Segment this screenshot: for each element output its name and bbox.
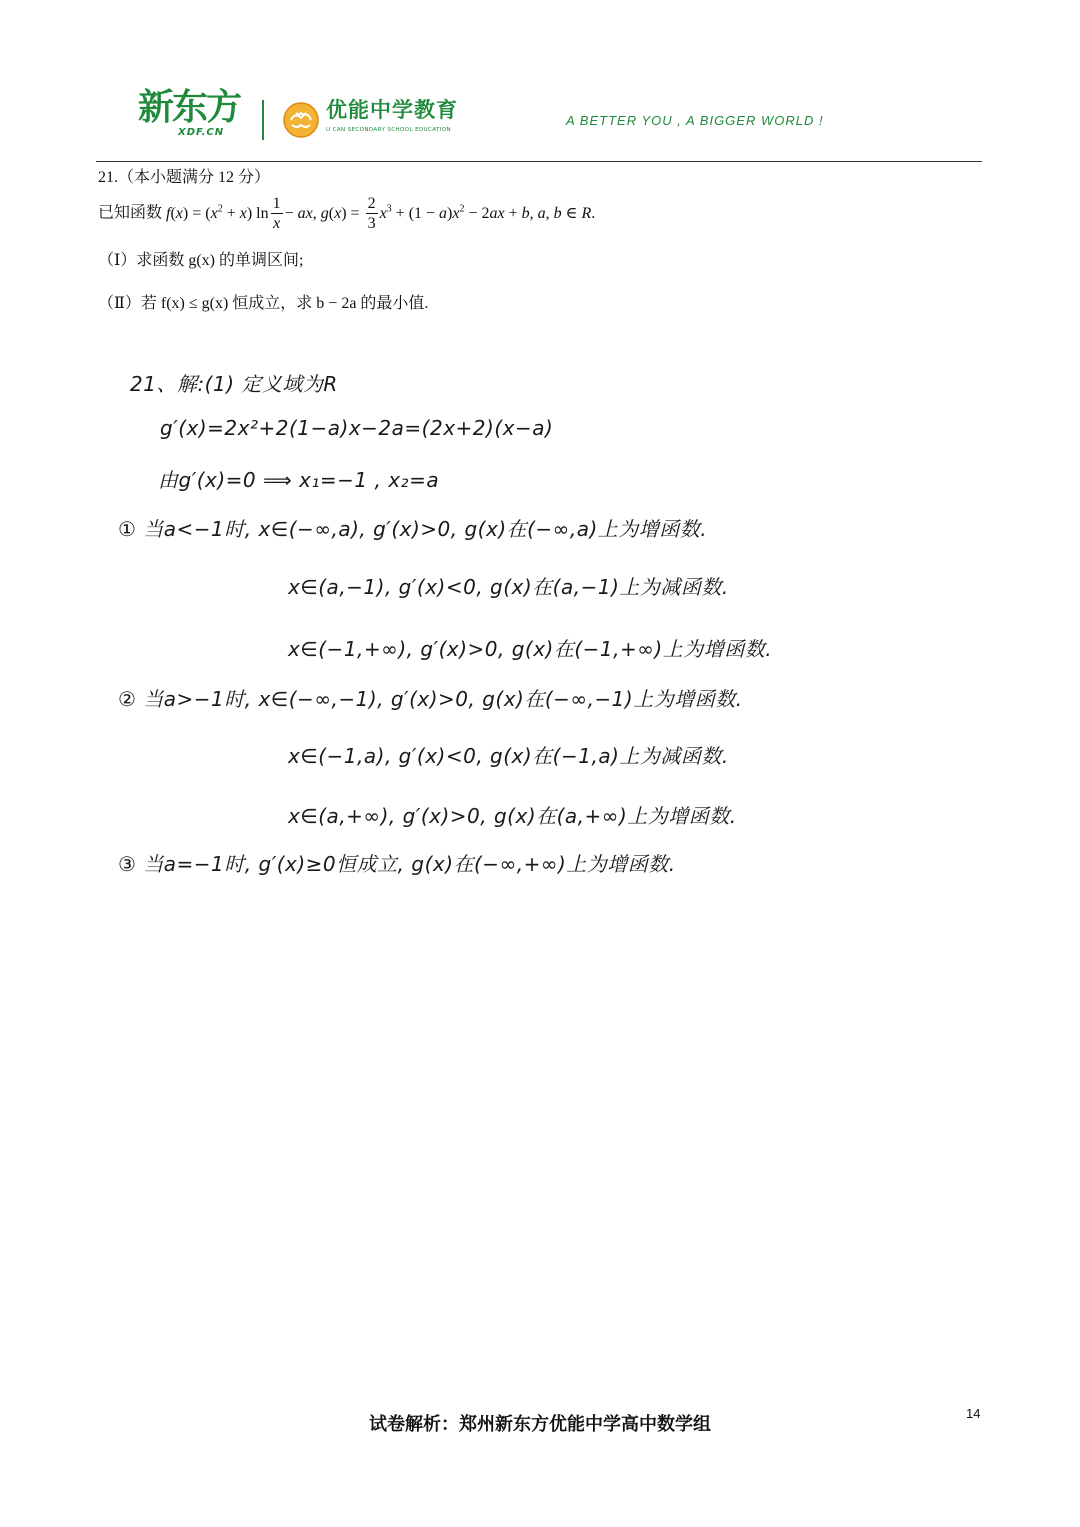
problem-heading: 21.（本小题满分 12 分）	[98, 169, 271, 186]
ucan-logo-cn: 优能中学教育	[326, 98, 458, 122]
solution-line: x∈(a,+∞), g′(x)>0, g(x)在(a,+∞)上为增函数.	[288, 804, 737, 828]
brain-icon	[282, 101, 320, 139]
page-number: 14	[966, 1406, 981, 1421]
given-formula: $f(x) = (x^2 + x)$ ln $\frac{1}{x}$ − ax, g(x) = $\frac{2}{3}$ $x^3 + (1 - a)x^2 - 2ax + b$, a, b ∈ R.	[166, 195, 596, 232]
logo-divider	[262, 100, 264, 140]
footer-title: 试卷解析：郑州新东方优能中学高中数学组	[369, 1414, 711, 1435]
solution-line: x∈(−1,+∞), g′(x)>0, g(x)在(−1,+∞)上为增函数.	[288, 637, 773, 661]
solution-line: g′(x)=2x²+2(1−a)x−2a=(2x+2)(x−a)	[160, 416, 554, 440]
xdf-logo-cn: 新东方	[138, 87, 241, 128]
solution-line: ① 当a<−1时, x∈(−∞,a), g′(x)>0, g(x)在(−∞,a)上为增函数.	[118, 517, 708, 541]
given-prefix: 已知函数	[98, 204, 163, 222]
solution-line: 21、解:(1) 定义域为R	[130, 372, 338, 396]
problem-part2: （Ⅱ）若 f(x) ≤ g(x) 恒成立，求 b − 2a 的最小值.	[98, 295, 429, 312]
slogan: A BETTER YOU , A BIGGER WORLD !	[566, 113, 824, 128]
solution-line: 由g′(x)=0 ⟹ x₁=−1 , x₂=a	[158, 468, 440, 492]
xdf-logo-en: XDF.CN	[178, 127, 225, 138]
solution-line: ③ 当a=−1时, g′(x)≥0恒成立, g(x)在(−∞,+∞)上为增函数.	[118, 852, 676, 876]
solution-line: x∈(−1,a), g′(x)<0, g(x)在(−1,a)上为减函数.	[288, 744, 729, 768]
problem-part1: （Ⅰ）求函数 g(x) 的单调区间;	[98, 252, 304, 269]
ucan-logo	[282, 100, 482, 140]
solution-line: ② 当a>−1时, x∈(−∞,−1), g′(x)>0, g(x)在(−∞,−1)上为增函数.	[118, 687, 743, 711]
ucan-logo-en: U CAN SECONDARY SCHOOL EDUCATION	[326, 127, 452, 133]
xdf-logo	[138, 87, 246, 142]
solution-line: x∈(a,−1), g′(x)<0, g(x)在(a,−1)上为减函数.	[288, 575, 729, 599]
problem-given	[98, 196, 595, 232]
header-rule	[96, 161, 982, 162]
